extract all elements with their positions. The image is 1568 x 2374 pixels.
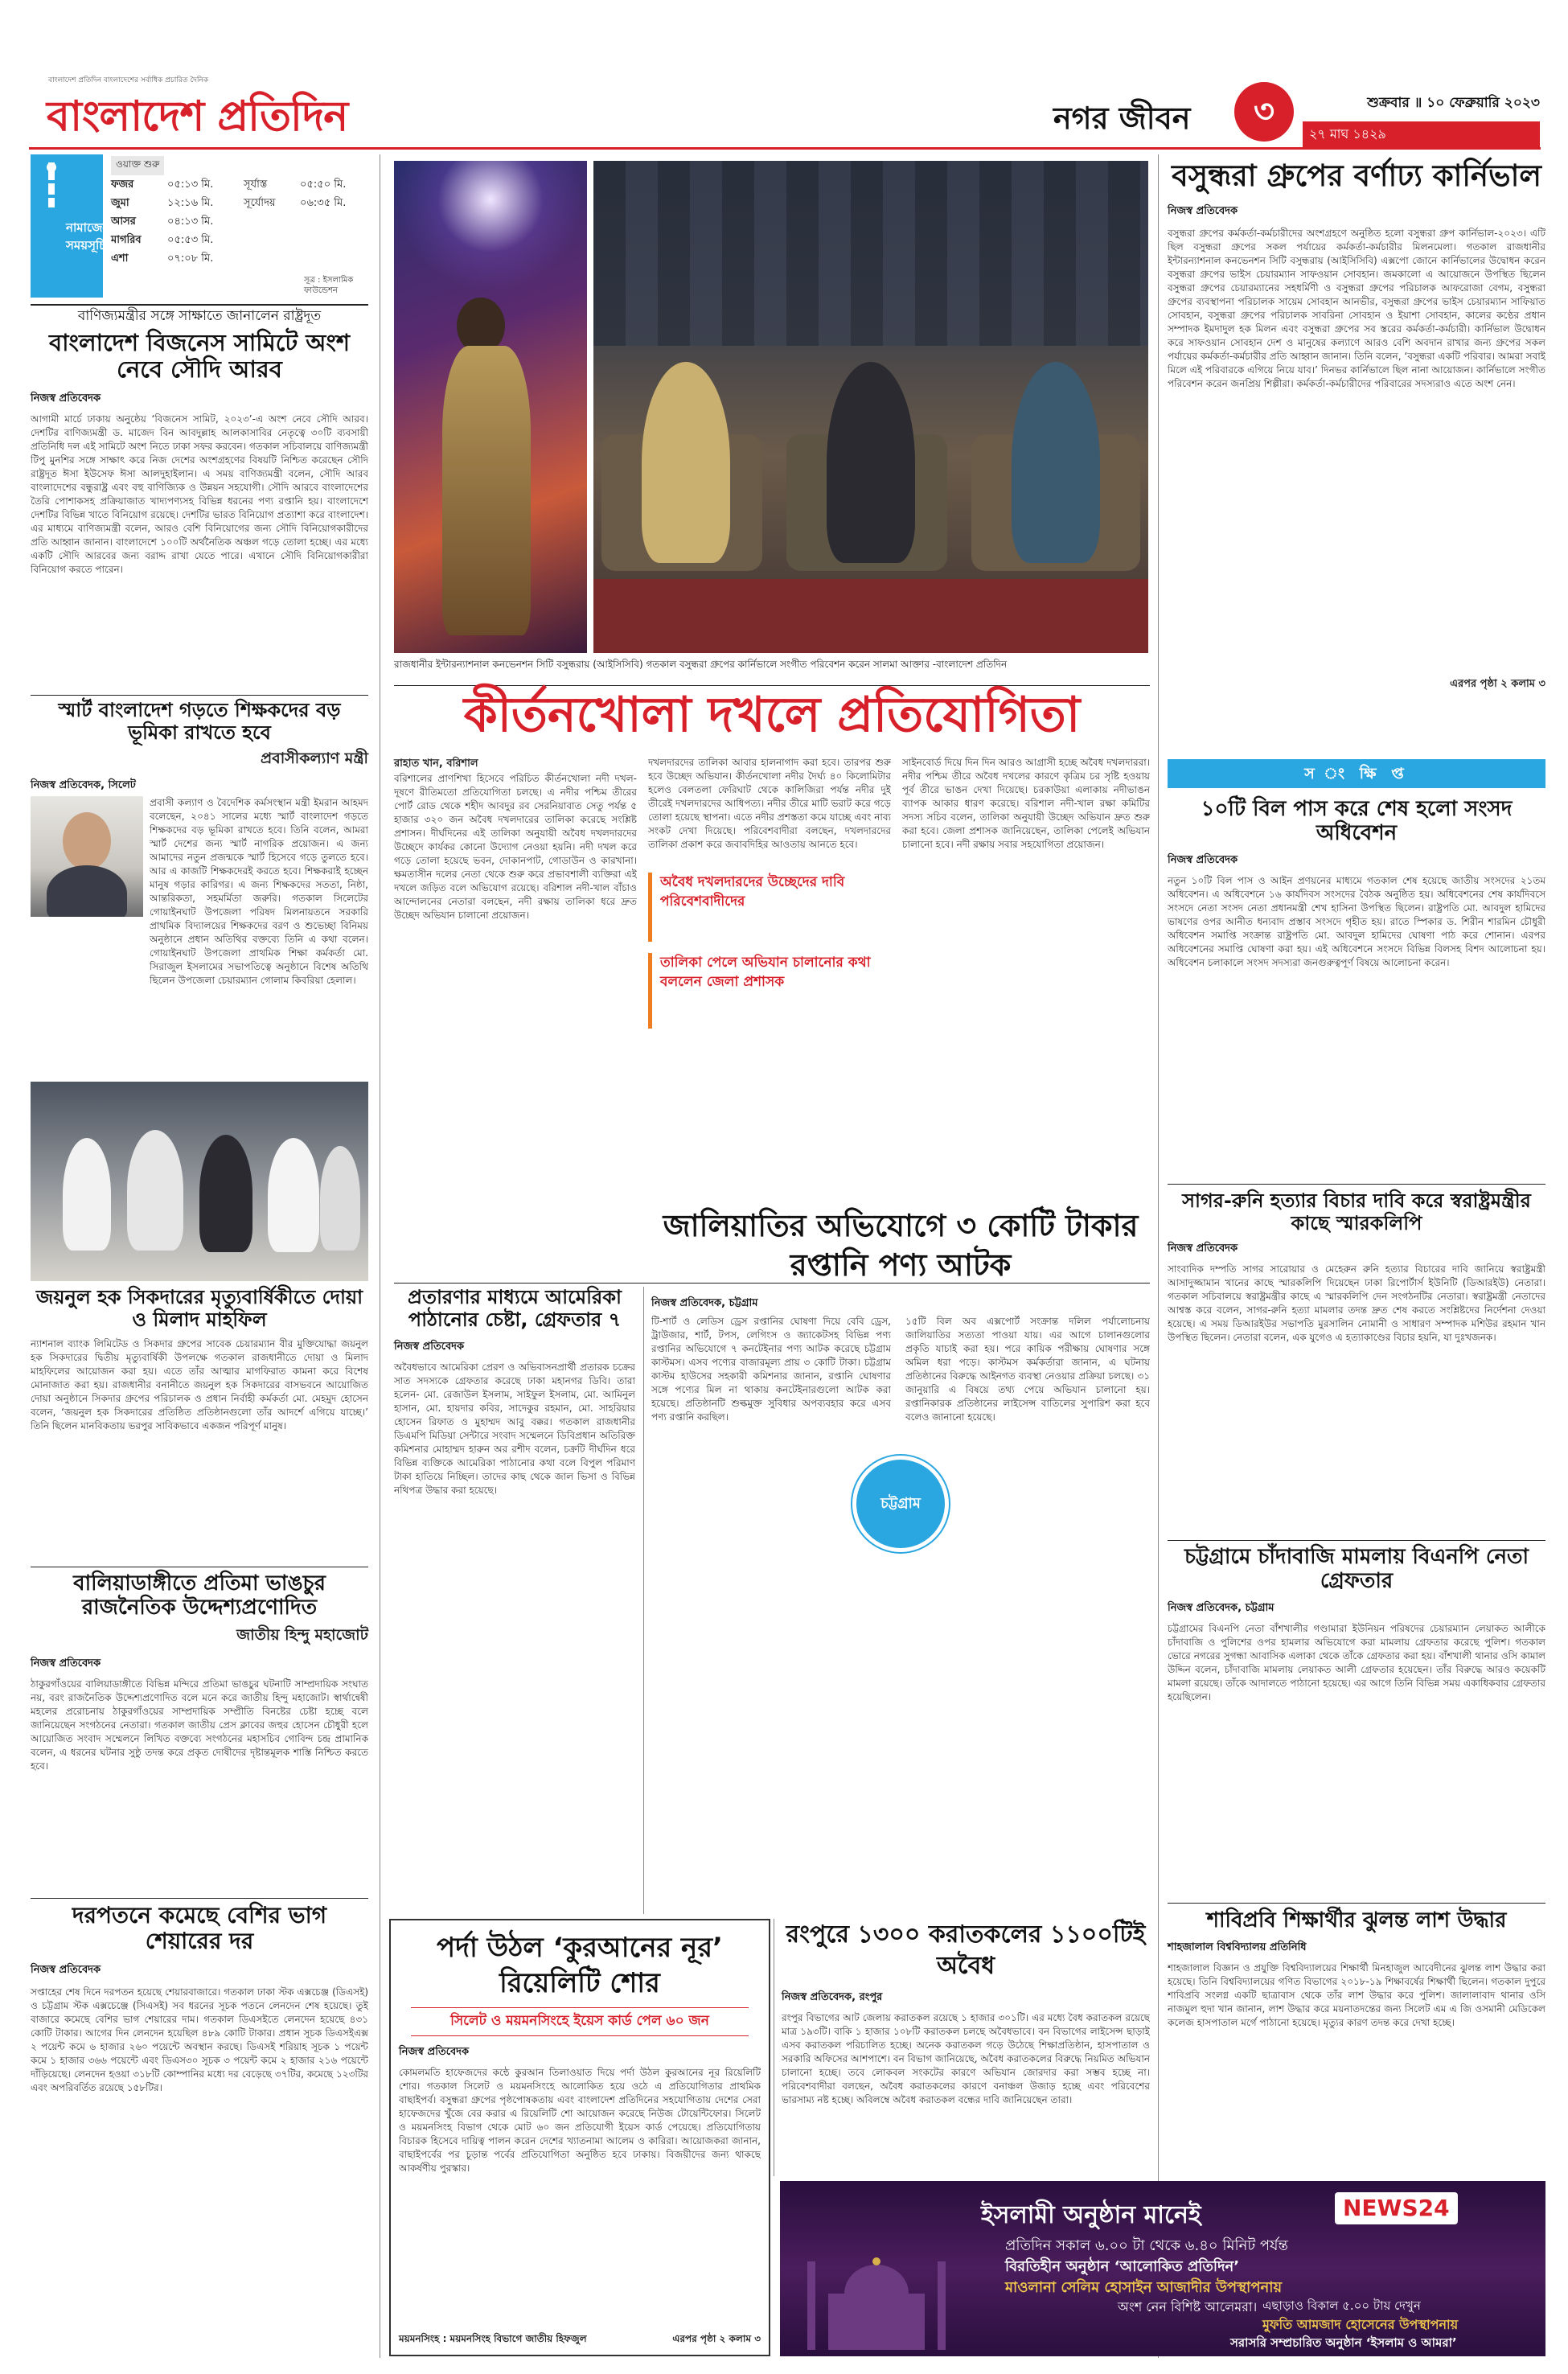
- prayer-row: [111, 249, 368, 268]
- prayer-source: সূত্র : ইসলামিক ফাউন্ডেশন: [304, 276, 354, 295]
- carnival-headline[interactable]: বসুন্ধরা গ্রুপের বর্ণাঢ্য কার্নিভাল: [1172, 158, 1541, 193]
- export-body-col2: ১৫টি বিল অব এক্সপোর্ট সংক্রান্ত দলিল পর্যালোচনায় জালিয়াতির সত্যতা পাওয়া যায়। এর আগে চালানগুলোর প্রকৃতি যাচাই করা হয়। পরে কায়িক পরীক্ষায় ঘোষণার সঙ্গে অমিল ধরা পড়ে। কাস্টমস কর্মকর্তারা জানান, এ ঘটনায় প্রতিষ্ঠানের বিরুদ্ধে আইনগত ব্যবস্থা নেওয়ার প্রক্রিয়া চলছে। ৩১ জানুয়ারি এ বিষয়ে তথ্য পেয়ে অভিযান চালানো হয়। রপ্তানিকারক প্রতিষ্ঠানের লাইসেন্স বাতিলের সুপারিশ করা হবে বলেও জানানো হয়েছে।: [905, 1316, 1150, 1423]
- idol-speaker: জাতীয় হিন্দু মহাজোট: [236, 1625, 368, 1644]
- share-headline[interactable]: দরপতনে কমেছে বেশির ভাগ শেয়ারের দর: [72, 1902, 327, 1955]
- quran-jump[interactable]: এরপর পৃষ্ঠা ২ কলাম ৩: [672, 2333, 761, 2344]
- zainul-body: ন্যাশনাল ব্যাংক লিমিটেড ও সিকদার গ্রুপের সাবেক চেয়ারম্যান বীর মুক্তিযোদ্ধা জয়নুল হক সিকদারের দ্বিতীয় মৃত্যুবার্ষিকী উপলক্ষে গতকাল রাজধানীতে দোয়া ও মিলাদ মাহফিলের আয়োজন করা হয়। এতে তাঁর আত্মার মাগফিরাত কামনা করে বিশেষ মোনাজাত করা হয়। রাজধানীর বনানীতে জয়নুল হক সিকদারের বাসভবনে আয়োজিত দোয়া অনুষ্ঠানে সিকদার গ্রুপের পরিচালক ও প্রধান নির্বাহী কর্মকর্তা মো. মেহমুদ হোসেন বলেন, ‘জয়নুল হক সিকদারের প্রতিষ্ঠিত প্রতিষ্ঠানগুলো তাঁর আদর্শে এগিয়ে যাচ্ছে।’ তিনি ছিলেন মানবিকতায় ভরপুর সাবিকভাবে একজন পরিপূর্ণ মানুষ।: [31, 1338, 368, 1432]
- prayer-extra-label: [244, 231, 300, 249]
- prayer-title-line1: নামাজের: [66, 220, 109, 235]
- prayer-rows: [111, 175, 368, 268]
- prayer-time: ১২:১৬ মি.: [167, 197, 214, 209]
- samkshipta-banner: [1168, 759, 1545, 788]
- smart-byline: নিজস্ব প্রতিবেদক, সিলেট: [31, 779, 136, 792]
- rangpur-headline[interactable]: রংপুরে ১৩০০ করাতকলের ১১০০টিই অবৈধ: [786, 1920, 1146, 1980]
- parliament-body: নতুন ১০টি বিল পাস ও আইন প্রণয়নের মাধ্যমে গতকাল শেষ হয়েছে জাতীয় সংসদের ২১তম অধিবেশন। এ অধিবেশনে ১৬ কার্যদিবস সংসদের বৈঠক অনুষ্ঠিত হয়। অধিবেশনের শেষ কার্যদিবসে সংসদে নেতা সংসদ নেতা প্রধানমন্ত্রী শেখ হাসিনা উপস্থিত ছিলেন। রাষ্ট্রপতি মো. আবদুল হামিদের ভাষণের ওপর আনীত ধন্যবাদ প্রস্তাব সংসদে গৃহীত হয়। রাতে স্পিকার ড. শিরীন শারমিন চৌধুরী অধিবেশন সমাপ্তি সংক্রান্ত রাষ্ট্রপতি মো. আবদুল হামিদের ঘোষণা পাঠ করে শোনান। এরপর অধিবেশনের সমাপ্তি ঘোষণা করা হয়। এই অধিবেশনে সংসদে বিভিন্ন বিলসহ বিশদ আলোচনা হয়। অধিবেশন চলাকালে সংসদ সদস্যরা জনগুরুত্বপূর্ণ বিষয়ে আলোচনা করেন।: [1168, 874, 1545, 968]
- prayer-name: জুমা: [111, 197, 129, 209]
- news24-advertisement[interactable]: [780, 2181, 1545, 2356]
- quran-byline: নিজস্ব প্রতিবেদক: [399, 2046, 470, 2059]
- minister-photo: [31, 796, 143, 917]
- news24-logo: [1335, 2192, 1458, 2224]
- prayer-title-line2: সময়সূচি: [66, 238, 106, 253]
- shabiprobi-body: শাহজালাল বিজ্ঞান ও প্রযুক্তি বিশ্ববিদ্যালয়ের শিক্ষার্থী মিনহাজুল আবেদীনের ঝুলন্ত লাশ উদ্ধার করা হয়েছে। তিনি বিশ্ববিদ্যালয়ের গণিত বিভাগের ২০১৮-১৯ শিক্ষাবর্ষের শিক্ষার্থী ছিলেন। গতকাল দুপুরে শাবিপ্রবি সংলগ্ন একটি ছাত্রাবাস থেকে তাঁর লাশ উদ্ধার করে পুলিশ। জালালাবাদ থানার ওসি নাজমুল হুদা খান জানান, লাশ উদ্ধার করে ময়নাতদন্তের জন্য সিলেট এম এ জি ওসমানী মেডিকেল কলেজ হাসপাতাল মর্গে পাঠানো হয়েছে। মৃত্যুর কারণ তদন্ত করে দেখা হচ্ছে।: [1168, 1961, 1545, 2028]
- idol-body: ঠাকুরগাঁওয়ের বালিয়াডাঙ্গীতে বিভিন্ন মন্দিরে প্রতিমা ভাঙচুর ঘটনাটি সাম্প্রদায়িক সংঘাত নয়, বরং রাজনৈতিক উদ্দেশ্যপ্রণোদিত বলে মনে করে জাতীয় হিন্দু মহাজোট। স্বার্থান্বেষী মহলের প্ররোচনায় ঠাকুরগাঁওয়ের সাম্প্রদায়িক সম্প্রীতি বিনষ্টের চেষ্টা হচ্ছে বলে জানিয়েছেন সংগঠনের নেতারা। গতকাল জাতীয় প্রেস ক্লাবের জহুর হোসেন চৌধুরী হলে আয়োজিত সংবাদ সম্মেলনে লিখিত বক্তব্যে সংগঠনের মহাসচিব গোবিন্দ চন্দ্র প্রামানিক বলেন, এ ধরনের ঘটনার সুষ্ঠু তদন্ত করে প্রকৃত দোষীদের দৃষ্টান্তমূলক শাস্তি নিশ্চিত করতে হবে।: [31, 1678, 368, 1772]
- prayer-header-label: ওয়াক্ত শুরু: [116, 158, 160, 170]
- kirtankhola-pull-box: [648, 873, 891, 1033]
- section-title: নগর জীবন: [1053, 101, 1191, 136]
- smart-story: [31, 700, 368, 1078]
- smart-speaker: প্রবাসীকল্যাণ মন্ত্রী: [260, 750, 368, 768]
- export-headline[interactable]: জালিয়াতির অভিযোগে ৩ কোটি টাকার রপ্তানি পণ্য আটক: [663, 1208, 1139, 1284]
- kirtankhola-headline[interactable]: কীর্তনখোলা দখলে প্রতিযোগিতা: [463, 687, 1081, 743]
- prayer-extra-label: সূর্যাস্ত: [244, 179, 268, 191]
- prayer-row: [111, 212, 368, 231]
- date-gregorian: শুক্রবার ॥ ১০ ফেব্রুয়ারি ২০২৩: [1367, 95, 1540, 111]
- prayer-name: মাগরিব: [111, 234, 142, 246]
- prayer-extra-label: [244, 212, 300, 231]
- prayer-extra-label: [244, 249, 300, 268]
- logo[interactable]: বাংলাদেশ প্রতিদিন: [47, 92, 348, 141]
- sagar-runi-story: [1168, 1190, 1545, 1536]
- smart-headline[interactable]: স্মার্ট বাংলাদেশ গড়তে শিক্ষকদের বড় ভূমিকা রাখতে হবে: [58, 699, 341, 744]
- samkshipta-label: স ং ক্ষি প্ত: [1304, 765, 1409, 782]
- ad-line7: সরাসরি সম্প্রচারিত অনুষ্ঠান ‘ইসলাম ও আমরা’: [1230, 2335, 1457, 2350]
- smart-body: প্রবাসী কল্যাণ ও বৈদেশিক কর্মসংস্থান মন্ত্রী ইমরান আহমদ বলেছেন, ২০৪১ সালের মধ্যে স্মার্ট বাংলাদেশ গড়তে শিক্ষকদের বড় ভূমিকা রাখতে হবে। তিনি বলেন, আমরা স্মার্ট দেশের জন্য স্মার্ট নাগরিক প্রয়োজন। এ জন্য আমাদের নতুন প্রজন্মকে স্মার্ট হিসেবে গড়ে তুলতে হবে। আর এ কাজটি শিক্ষকদেরই করতে হবে। শিক্ষকরাই হচ্ছেন মানুষ গড়ার কারিগর। এ জন্য শিক্ষকদের সততা, নিষ্ঠা, আন্তরিকতা, সহমর্মিতা জরুরি। গতকাল সিলেটের গোয়াইনঘাট উপজেলা পরিষদ মিলনায়তনে সরকারি প্রাথমিক বিদ্যালয়ের শিক্ষকদের বরণ ও শুভেচ্ছা বিনিময় অনুষ্ঠানে প্রধান অতিথির বক্তব্যে তিনি এ কথা বলেন। গোয়াইনঘাট উপজেলা প্রাথমিক শিক্ষা কর্মকর্তা মো. সিরাজুল ইসলামের সভাপতিত্বে অনুষ্ঠানে বিশেষ অতিথি ছিলেন উপজেলা চেয়ারম্যান গোলাম কিবরিয়া হেলাল।: [150, 797, 368, 986]
- shabiprobi-headline[interactable]: শাবিপ্রবি শিক্ষার্থীর ঝুলন্ত লাশ উদ্ধার: [1206, 1908, 1507, 1932]
- chattogram-badge-label: চট্টগ্রাম: [880, 1495, 921, 1512]
- rangpur-story: [782, 1919, 1150, 2176]
- carnival-byline: নিজস্ব প্রতিবেদক: [1168, 205, 1238, 218]
- export-byline: নিজস্ব প্রতিবেদক, চট্টগ্রাম: [651, 1296, 758, 1309]
- date-bar: [1303, 92, 1540, 141]
- prayer-ceremony-photo: [31, 1082, 368, 1281]
- carnival-story: [1168, 158, 1545, 753]
- pull-quote-2-text: তালিকা পেলে অভিযান চালানোর কথা বললেন জেলা প্রশাসক: [660, 955, 871, 990]
- quran-headline[interactable]: পর্দা উঠল ‘কুরআনের নূর’ রিয়েলিটি শোর: [437, 1932, 723, 2000]
- sagar-runi-body: সাংবাদিক দম্পতি সাগর সারোয়ার ও মেহেরুন রুনি হত্যার বিচারের দাবি জানিয়ে স্বরাষ্ট্রমন্ত্রী আসাদুজ্জামান খানের কাছে স্মারকলিপি দিয়েছেন ঢাকা রিপোর্টার্স ইউনিটি (ডিআরইউ) নেতারা। গতকাল সচিবালয়ে স্বরাষ্ট্রমন্ত্রীর কাছে এ স্মারকলিপি দেন সংগঠনটির নেতারা। স্বরাষ্ট্রমন্ত্রী নেতাদের আশ্বস্ত করে বলেন, সাগর-রুনি হত্যা মামলার তদন্ত দ্রুত শেষ করতে সংশ্লিষ্টদের নির্দেশনা দেওয়া হয়েছে। এ সময় ডিআরইউর সভাপতি মুরসালিন নোমানী ও সাধারণ সম্পাদক মশিউর রহমান খান উপস্থিত ছিলেন। নেতারা বলেন, এক যুগেও এ হত্যাকাণ্ডের বিচার হয়নি, যা দুঃখজনক।: [1168, 1263, 1545, 1344]
- prayer-name: আসর: [111, 216, 136, 228]
- prayer-times-box: [31, 154, 368, 298]
- ad-line6: মুফতি আমজাদ হোসেনের উপস্থাপনায়: [1262, 2317, 1459, 2332]
- prayer-time: ০৪:১৩ মি.: [167, 216, 214, 228]
- quran-story: [389, 1919, 770, 2356]
- ctg-bnp-byline: নিজস্ব প্রতিবেদক, চট্টগ্রাম: [1168, 1601, 1275, 1614]
- ad-line4: অংশ নেন বিশিষ্ট আলেমরা।: [1118, 2299, 1258, 2314]
- idol-byline: নিজস্ব প্রতিবেদক: [31, 1657, 101, 1670]
- quran-subhead: সিলেট ও ময়মনসিংহে ইয়েস কার্ড পেল ৬০ জন: [411, 2007, 749, 2036]
- parliament-headline[interactable]: ১০টি বিল পাস করে শেষ হলো সংসদ অধিবেশন: [1201, 797, 1513, 845]
- zainul-headline[interactable]: জয়নুল হক সিকদারের মৃত্যুবার্ষিকীতে দোয়া ও মিলাদ মাহফিল: [35, 1286, 363, 1331]
- shabiprobi-byline: শাহজালাল বিশ্ববিদ্যালয় প্রতিনিধি: [1168, 1941, 1307, 1953]
- sagar-runi-headline[interactable]: সাগর-রুনি হত্যার বিচার দাবি করে স্বরাষ্ট্রমন্ত্রীর কাছে স্মারকলিপি: [1182, 1189, 1531, 1234]
- america-byline: নিজস্ব প্রতিবেদক: [394, 1341, 465, 1353]
- prayer-time: ০৫:৫৩ মি.: [167, 234, 214, 246]
- america-story-block: [394, 1287, 635, 1914]
- news24-logo-text: NEWS24: [1343, 2195, 1450, 2221]
- ctg-bnp-headline[interactable]: চট্টগ্রামে চাঁদাবাজি মামলায় বিএনপি নেতা গ্রেফতার: [1184, 1545, 1529, 1593]
- logo-tagline: বাংলাদেশ প্রতিদিন বাংলাদেশের সর্বাধিক প্রচারিত দৈনিক: [48, 76, 209, 84]
- kirtankhola-body-col3: সাইনবোর্ড দিয়ে দিন দিন আরও আগ্রাসী হচ্ছে অবৈধ দখলদাররা। নদীর পশ্চিম তীরে অবৈধ দখলের কারণে কৃত্রিম চর সৃষ্টি হওয়ায় পূর্ব তীরে ভাঙন দেখা দিয়েছে। চরকাউয়া এলাকায় নদীভাঙন ব্যাপক আকার ধারণ করেছে। বরিশাল নদী-খাল রক্ষা কমিটির সদস্য সচিব বলেন, তালিকা অনুযায়ী উচ্ছেদ অভিযান দ্রুত শুরু করা হবে। জেলা প্রশাসক জানিয়েছেন, তালিকা পেলেই অভিযান চালানো হবে। নদী রক্ষায় সবার সহযোগিতা প্রয়োজন।: [902, 757, 1150, 850]
- shabiprobi-story: [1168, 1909, 1545, 2118]
- prayer-row: [111, 231, 368, 249]
- share-byline: নিজস্ব প্রতিবেদক: [31, 1964, 101, 1977]
- prayer-row: [111, 194, 368, 212]
- date-bengali: ২৭ মাঘ ১৪২৯: [1303, 121, 1540, 148]
- export-body-col1: টি-শার্ট ও লেডিস ড্রেস রপ্তানির ঘোষণা দিয়ে বেবি ড্রেস, ট্রাউজার, শার্ট, টপস, লেগিংস ও জ্যাকেটসহ বিভিন্ন পণ্য রপ্তানির অভিযোগে ৭ কনটেইনার পণ্য আটক করেছে চট্টগ্রাম কাস্টমস। এসব পণ্যের বাজারমূল্য প্রায় ৩ কোটি টাকা। চট্টগ্রাম কাস্টম হাউসের সহকারী কমিশনার জানান, রপ্তানি ঘোষণার সঙ্গে পণ্যের মিল না থাকায় কনটেইনারগুলো আটক করা হয়েছে। প্রতিষ্ঠানটি শুল্কমুক্ত সুবিধার অপব্যবহার করে এসব পণ্য রপ্তানি করছিল।: [651, 1316, 891, 1423]
- prayer-extra-label: সূর্যোদয়: [244, 197, 276, 209]
- rangpur-byline: নিজস্ব প্রতিবেদক, রংপুর: [782, 1991, 883, 2003]
- carnival-jump[interactable]: এরপর পৃষ্ঠা ২ কলাম ৩: [1450, 678, 1545, 691]
- prayer-name: ফজর: [111, 179, 134, 191]
- parliament-story: [1168, 798, 1545, 1180]
- saudi-story: [31, 309, 368, 692]
- pull-quote-1-text: অবৈধ দখলদারদের উচ্ছেদের দাবি পরিবেশবাদীদের: [660, 874, 845, 910]
- pull-quote-1: [648, 873, 895, 942]
- page-number: ৩: [1253, 93, 1275, 130]
- america-body: অবৈধভাবে আমেরিকা প্রেরণ ও অভিবাসনপ্রার্থী প্রতারক চক্রের সাত সদস্যকে গ্রেফতার করেছে ঢাকা মহানগর ডিবি। তারা হলেন- মো. রেজাউল ইসলাম, সাইফুল ইসলাম, মো. আমিনুল হাসান, মো. হায়দার কবির, সাদেকুর রহমান, মো. সাহরিয়ার হোসেন রিফাত ও মুহাম্মদ আবু বক্কর। গতকাল রাজধানীর ডিএমপি মিডিয়া সেন্টারে সংবাদ সম্মেলনে ডিবিপ্রধান অতিরিক্ত কমিশনার মোহাম্মদ হারুন অর রশীদ বলেন, চক্রটি দীর্ঘদিন ধরে বিভিন্ন ব্যক্তিকে আমেরিকা পাঠানোর কথা বলে বিপুল পরিমাণ টাকা হাতিয়ে নিচ্ছিল। তাদের কাছ থেকে জাল ভিসা ও বিভিন্ন নথিপত্র উদ্ধার করা হয়েছে।: [394, 1362, 635, 1497]
- ctg-bnp-body: চট্টগ্রামের বিএনপি নেতা বাঁশখালীর গণ্ডামারা ইউনিয়ন পরিষদের চেয়ারম্যান লেয়াকত আলীকে চাঁদাবাজি ও পুলিশের ওপর হামলার অভিযোগে করা মামলায় গ্রেফতার করেছে পুলিশ। গতকাল ভোরে নগরের সুগন্ধা আবাসিক এলাকা থেকে তাঁকে গ্রেফতার করা হয়। বাঁশখালী থানার ওসি কামাল উদ্দিন বলেন, চাঁদাবাজি মামলায় লেয়াকত আলী গ্রেফতার হয়েছেন। তাঁর বিরুদ্ধে আরও কয়েকটি মামলা রয়েছে। তাঁকে আদালতে পাঠানো হয়েছে। এর আগে তিনি বিভিন্ন সময় একাধিকবার গ্রেফতার হয়েছিলেন।: [1168, 1622, 1545, 1702]
- kirtankhola-body-col1: বরিশালের প্রাণশিখা হিসেবে পরিচিত কীর্তনখোলা নদী দখল-দূষণে রীতিমতো প্রতিযোগিতা চলছে। এ নদীর পশ্চিম তীরের পোর্ট রোড থেকে শহীদ আবদুর রব সেরনিয়াবাত সেতু পর্যন্ত ৫ হাজার ৩২০ জন অবৈধ দখলদারের তালিকা করেছে সংশ্লিষ্ট প্রশাসন। দীর্ঘদিনের এই তালিকা অনুযায়ী অবৈধ দখলদারদের উচ্ছেদে কার্যকর কোনো উদ্যোগ নেওয়া হয়নি। নদী দখল করে গড়ে তোলা হয়েছে ভবন, দোকানপাট, গোডাউন ও কারখানা। ক্ষমতাসীন দলের নেতা থেকে শুরু করে প্রভাবশালী ব্যক্তিরা এই দখলে জড়িত বলে অভিযোগ রয়েছে। বরিশাল নদী-খাল বাঁচাও আন্দোলনের নেতারা বলছেন, নদী রক্ষায় তালিকা ধরে দ্রুত উচ্ছেদ অভিযান চালানো প্রয়োজন।: [394, 773, 637, 921]
- chattogram-badge: [852, 1456, 949, 1552]
- prayer-extra-time: ০৫:৫০ মি.: [300, 179, 347, 191]
- ad-line1: প্রতিদিন সকাল ৬.০০ টা থেকে ৬.৪০ মিনিট পর্যন্ত: [1005, 2237, 1288, 2254]
- prayer-row: [111, 175, 368, 194]
- rangpur-body: রংপুর বিভাগের আট জেলায় করাতকল রয়েছে ১ হাজার ৩০১টি। এর মধ্যে বৈধ করাতকল রয়েছে মাত্র ১৯৩টি। বাকি ১ হাজার ১০৮টি করাতকল চলছে অবৈধভাবে। বন বিভাগের লাইসেন্স ছাড়াই এসব করাতকল পরিচালিত হচ্ছে। অনেক করাতকল গড়ে উঠেছে শিক্ষাপ্রতিষ্ঠান, হাসপাতাল ও সরকারি অফিসের আশপাশে। বন বিভাগ জানিয়েছে, অবৈধ করাতকলের বিরুদ্ধে নিয়মিত অভিযান চালানো হচ্ছে। তবে লোকবল সংকটের কারণে অভিযান জোরদার করা সম্ভব হচ্ছে না। পরিবেশবাদীরা বলছেন, অবৈধ করাতকলের কারণে বনাঞ্চল উজাড় হচ্ছে এবং পরিবেশের ভারসাম্য নষ্ট হচ্ছে। অবিলম্বে অবৈধ করাতকল বন্ধের দাবি জানিয়েছেন তারা।: [782, 2012, 1150, 2105]
- mosque-icon: [37, 162, 66, 211]
- ad-title: ইসলামী অনুষ্ঠান মানেই: [981, 2201, 1201, 2229]
- parliament-byline: নিজস্ব প্রতিবেদক: [1168, 853, 1238, 866]
- singer-photo: [394, 161, 587, 653]
- prayer-time: ০৭:০৮ মি.: [167, 253, 214, 265]
- prayer-header: [111, 156, 164, 175]
- pull-quote-2: [648, 953, 895, 1029]
- carnival-body: বসুন্ধরা গ্রুপের কর্মকর্তা-কর্মচারীদের অংশগ্রহণে অনুষ্ঠিত হলো বসুন্ধরা গ্রুপ কার্নিভাল-২০২৩। এটি ছিল বসুন্ধরা গ্রুপের সকল পর্যায়ের কর্মকর্তা-কর্মচারীর মিলনমেলা। গতকাল রাজধানীর ইন্টারন্যাশনাল কনভেনশন সিটি বসুন্ধরায় (আইসিসিবি) এক্সপো জোনে কার্নিভালের উদ্বোধন করেন বসুন্ধরা গ্রুপের ভাইস চেয়ারম্যান সাফওয়ান সোবহান। জমকালো এ আয়োজনে উপস্থিত ছিলেন বসুন্ধরা গ্রুপের চেয়ারম্যানের সহধর্মিণী ও বসুন্ধরা গ্রুপের পরিচালক আফরোজা বেগম, বসুন্ধরা গ্রুপের ব্যবস্থাপনা পরিচালক সায়েম সোবহান আনভীর, বসুন্ধরা গ্রুপের ভাইস চেয়ারম্যান সাফিয়াত সোবহান, বসুন্ধরা গ্রুপের পরিচালক সাবরিনা সোবহান ও ইয়াশা সোবহান, কালের কণ্ঠের প্রধান সম্পাদক ইমদাদুল হক মিলন এবং বসুন্ধরা গ্রুপের সব স্তরের কর্মকর্তা-কর্মচারী। কার্নিভাল উদ্বোধন করে সাফওয়ান সোবহান দেশ ও মানুষের কল্যাণে আরও বেশি অবদান রাখার জন্য গ্রুপের সকল পর্যায়ের কর্মকর্তা-কর্মচারীর প্রতি আহ্বান জানান। তিনি বলেন, ‘বসুন্ধরা একটি পরিবার। আমরা সবাই মিলে এই পরিবারকে এগিয়ে নিয়ে যাব।’ দিনভর কার্নিভালে ছিল নানা আয়োজন। কার্নিভালে সংগীত পরিবেশন করেন জনপ্রিয় শিল্পীরা। কর্মকর্তা-কর্মচারীদের পরিবারের সদস্যরাও এতে অংশ নেন।: [1168, 228, 1545, 390]
- kirtankhola-body-col2: দখলদারদের তালিকা আবার হালনাগাদ করা হবে। তারপর শুরু হবে উচ্ছেদ অভিযান। কীর্তনখোলা নদীর দৈর্ঘ্য ৪০ কিলোমিটার হলেও বেলতলা ফেরিঘাট থেকে কালিজিরা পর্যন্ত নদীর দুই তীরেই দখলদারদের আধিপত্য। নদীর তীরে মাটি ভরাট করে গড়ে তোলা হয়েছে স্থাপনা। এতে নদীর প্রশস্ততা কমে যাচ্ছে এবং নাব্য সংকট দেখা দিয়েছে। পরিবেশবাদীরা বলছেন, দখলদারদের তালিকা প্রকাশ করে জবাবদিহির আওতায় আনতে হবে।: [648, 757, 891, 850]
- quran-credit: ময়মনসিংহ : ময়মনসিংহ বিভাগে জাতীয় হিফজুল: [399, 2333, 587, 2344]
- quran-body: কোমলমতি হাফেজদের কন্ঠে কুরআন তিলাওয়াত দিয়ে পর্দা উঠল কুরআনের নূর রিয়েলিটি শোর। গতকাল সিলেট ও ময়মনসিংহে আলোকিত হয়ে ওঠে এ প্রতিযোগিতার প্রাথমিক বাছাইপর্ব। বসুন্ধরা গ্রুপের পৃষ্ঠপোষকতায় এবং বাংলাদেশ প্রতিদিনের সহযোগিতায় দেশের সেরা হাফেজদের খুঁজে বের করার এ রিয়েলিটি শো আয়োজন করেছে নিউজ টোয়েন্টিফোর। সিলেট ও ময়মনসিংহ বিভাগ থেকে মোট ৬০ জন প্রতিযোগী ইয়েস কার্ড পেয়েছে। প্রতিযোগিতায় বিচারক হিসেবে দায়িত্ব পালন করেন দেশের খ্যাতনামা আলেম ও কারিরা। আয়োজকরা জানান, বাছাইপর্বের পর চূড়ান্ত পর্বের প্রতিযোগিতা অনুষ্ঠিত হবে ঢাকায়। বিজয়ীদের জন্য থাকছে আকর্ষণীয় পুরস্কার।: [399, 2067, 761, 2175]
- saudi-kicker: বাণিজ্যমন্ত্রীর সঙ্গে সাক্ষাতে জানালেন রাষ্ট্রদূত: [77, 308, 322, 324]
- export-story: [651, 1206, 1150, 1914]
- sagar-runi-byline: নিজস্ব প্রতিবেদক: [1168, 1242, 1238, 1255]
- ad-line5: এছাড়াও বিকাল ৫.০০ টায় দেখুন: [1262, 2298, 1421, 2313]
- kirtankhola-byline: রাহাত খান, বরিশাল: [394, 758, 478, 770]
- share-story: [31, 1903, 368, 2353]
- ctg-bnp-story: [1168, 1546, 1545, 1900]
- idol-headline[interactable]: বালিয়াডাঙ্গীতে প্রতিমা ভাঙচুর রাজনৈতিক উদ্দেশ্যপ্রণোদিত: [73, 1571, 326, 1620]
- ad-line3: মাওলানা সেলিম হোসাইন আজাদীর উপস্থাপনায়: [1005, 2279, 1283, 2296]
- saudi-headline[interactable]: বাংলাদেশ বিজনেস সামিটে অংশ নেবে সৌদি আরব: [48, 328, 351, 383]
- carnival-guests-photo: [593, 161, 1148, 653]
- prayer-name: এশা: [111, 253, 129, 265]
- share-body: সপ্তাহের শেষ দিনে দরপতন হয়েছে শেয়ারবাজারে। গতকাল ঢাকা স্টক এক্সচেঞ্জ (ডিএসই) ও চট্টগ্রাম স্টক এক্সচেঞ্জে (সিএসই) সব ধরনের সূচক পতনে লেনদেন শেষ হয়েছে। তুই বাজারে কমেছে বেশির ভাগ শেয়ারের দাম। গতকাল ডিএসইতে লেনদেন হয়েছে ৪৩১ কোটি টাকার। আগের দিন লেনদেন হয়েছিল ৪৮৯ কোটি টাকার। প্রধান সূচক ডিএসইএক্স ২ পয়েন্ট কমে ৬ হাজার ২৬০ পয়েন্টে অবস্থান করছে। ডিএসই শরিয়াহ সূচক ১ পয়েন্ট কমে ১ হাজার ৩৬৬ পয়েন্টে এবং ডিএস৩০ সূচক ৩ পয়েন্ট কমে ২ হাজার ২১৬ পয়েন্টে দাঁড়িয়েছে। লেনদেন হওয়া ৩১৮টি কোম্পানির মধ্যে দর বেড়েছে ৩৭টির, কমেছে ১২৩টির এবং অপরিবর্তিত রয়েছে ১৫৮টির।: [31, 1986, 368, 2094]
- ad-line2: বিরতিহীন অনুষ্ঠান ‘আলোকিত প্রতিদিন’: [1005, 2258, 1240, 2275]
- america-headline[interactable]: প্রতারণার মাধ্যমে আমেরিকা পাঠানোর চেষ্টা, গ্রেফতার ৭: [408, 1286, 622, 1331]
- mosque-silhouette-icon: [796, 2237, 957, 2350]
- prayer-time: ০৫:১৩ মি.: [167, 179, 214, 191]
- prayer-extra-time: ০৬:৩৫ মি.: [300, 197, 347, 209]
- idol-story: [31, 1572, 368, 1894]
- saudi-byline: নিজস্ব প্রতিবেদক: [31, 392, 101, 405]
- masthead: [0, 0, 1568, 151]
- page-number-badge: [1234, 82, 1294, 142]
- saudi-body: আগামী মার্চে ঢাকায় অনুষ্ঠেয় ‘বিজনেস সামিট, ২০২৩’-এ অংশ নেবে সৌদি আরব। দেশটির বাণিজ্যমন্ত্রী ড. মাজেদ বিন আবদুল্লাহ আলকাসাবির নেতৃত্বে ৩০টি ব্যবসায়ী প্রতিনিধি দল এই সামিটে অংশ নিতে ঢাকা সফর করবেন। গতকাল সচিবালয়ে বাণিজ্যমন্ত্রী টিপু মুনশির সঙ্গে সাক্ষাৎ করে নিজ দেশের অংশগ্রহণের বিষয়টি নিশ্চিত করেছেন সৌদি রাষ্ট্রদূত ঈসা ইউসেফ ঈসা আলদুহাইলান। এ সময় বাণিজ্যমন্ত্রী বলেন, সৌদি আরব বাংলাদেশের বন্ধুরাষ্ট্র এবং বহু বাণিজ্যিক ও উন্নয়ন সহযোগী। সৌদি আরবে বাংলাদেশের তৈরি পোশাকসহ প্রক্রিয়াজাত খাদ্যপণ্যসহ বিভিন্ন ধরনের পণ্য রপ্তানি হয়। বাংলাদেশে দেশটির বিভিন্ন খাতে বিনিয়োগ রয়েছে। দেশটির ভারত বিনিয়োগ প্রত্যাশা করে বাংলাদেশ। এর মাধ্যমে বাণিজ্যমন্ত্রী বলেন, আরও বেশি বিনিয়োগের জন্য সৌদি বিনিয়োগকারীদের প্রতি আহ্বান জানান। বাংলাদেশে ১০০টি অর্থনৈতিক অঞ্চল গড়ে তোলা হচ্ছে। এর মধ্যে একটি সৌদি আরবের জন্য বরাদ্দ রাখা যেতে পারে। এখানে সৌদি বিনিয়োগকারীরা বিনিয়োগ করতে পারেন।: [31, 413, 368, 576]
- top-photo-caption: রাজধানীর ইন্টারন্যাশনাল কনভেনশন সিটি বসুন্ধরায় (আইসিসিবি) গতকাল বসুন্ধরা গ্রুপের কার্নিভালে সংগীত পরিবেশন করেন সালমা আক্তার -বাংলাদেশ প্রতিদিন: [394, 659, 1008, 670]
- zainul-story: [31, 1287, 368, 1562]
